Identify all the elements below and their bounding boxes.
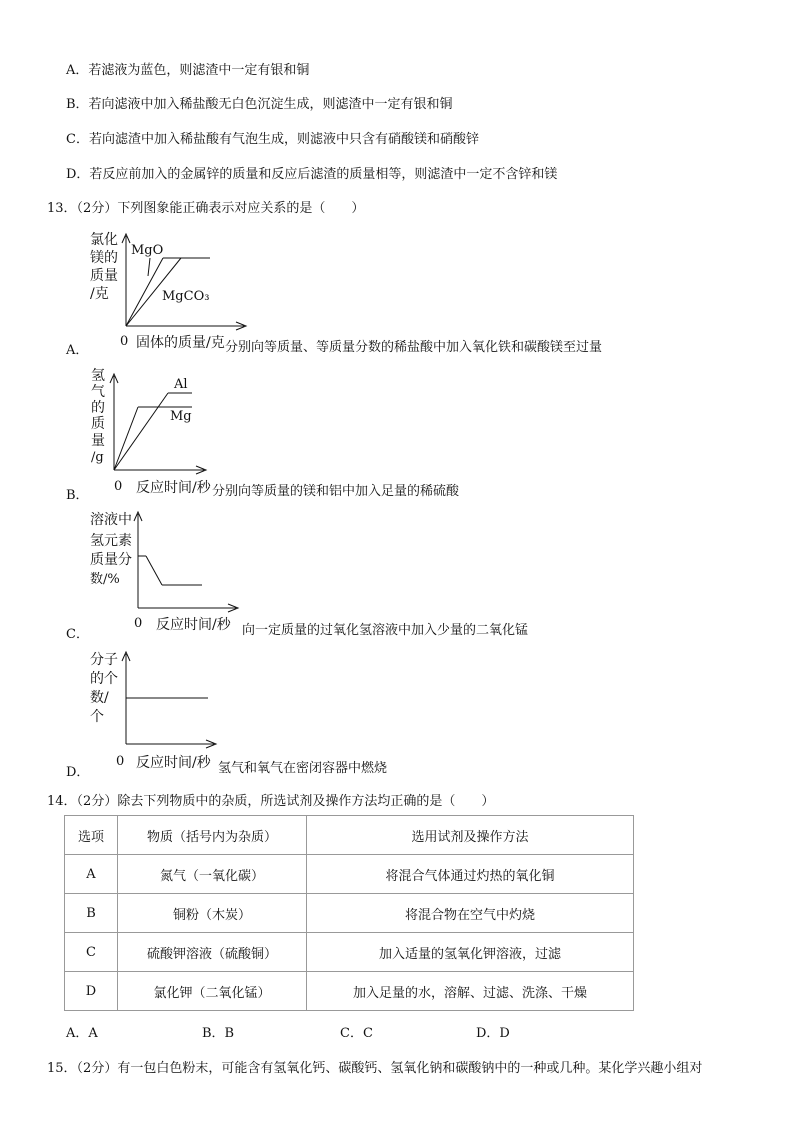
graph-b-origin: 0: [114, 479, 123, 494]
graph-a-label-mgo: MgO: [131, 243, 164, 258]
graph-b-ylabel-6: /g: [91, 450, 104, 465]
q14-header-option: 选项: [65, 816, 118, 855]
graph-d-ylabel-2: 的个: [90, 671, 118, 687]
q13-stem: 13．（2分）下列图象能正确表示对应关系的是（ ）: [47, 201, 365, 216]
table-row: [65, 972, 634, 1011]
graph-b-label-mg: Mg: [170, 409, 192, 424]
q14-header-substance: 物质（括号内为杂质）: [118, 816, 307, 855]
q14-answer-d: D．D: [476, 1026, 510, 1041]
q14-cell-option: B: [65, 894, 118, 933]
graph-c-ylabel-2: 氢元素: [90, 533, 132, 549]
graph-c-letter: C．: [66, 627, 89, 642]
graph-b-ylabel-5: 量: [91, 433, 105, 449]
graph-d-caption: 氢气和氧气在密闭容器中燃烧: [218, 761, 388, 776]
graph-d: [86, 648, 646, 780]
q14-cell-option: A: [65, 855, 118, 894]
graph-d-ylabel-4: 个: [90, 709, 104, 725]
q14-cell-substance: 氯化钾（二氧化锰）: [118, 972, 307, 1011]
graph-b-ylabel-4: 质: [91, 416, 105, 432]
graph-d-xlabel: 反应时间/秒: [136, 755, 211, 771]
graph-a-ylabel-3: 质量: [90, 268, 118, 284]
table-row: [65, 933, 634, 972]
graph-c-ylabel-3: 质量分: [90, 552, 132, 568]
graph-b-ylabel-3: 的: [91, 400, 105, 416]
graph-a-xlabel: 固体的质量/克: [136, 335, 225, 351]
q14-cell-method: 将混合气体通过灼热的氧化铜: [307, 855, 634, 894]
graph-d-letter: D．: [66, 765, 90, 780]
graph-b-letter: B．: [66, 488, 89, 503]
graph-b-ylabel-1: 氢: [91, 368, 105, 384]
graph-b-caption: 分别向等质量的镁和铝中加入足量的稀硫酸: [212, 484, 460, 498]
graph-c-origin: 0: [134, 616, 143, 631]
q14-cell-substance: 铜粉（木炭）: [118, 894, 307, 933]
graph-a-ylabel-4: /克: [90, 286, 109, 302]
q12-option-c: C．若向滤渣中加入稀盐酸有气泡生成，则滤液中只含有硝酸镁和硝酸锌: [66, 132, 479, 147]
q14-answer-b: B．B: [202, 1026, 235, 1041]
graph-b-line-mg: [114, 407, 138, 470]
graph-d-ylabel-1: 分子: [90, 652, 118, 668]
graph-b-xlabel: 反应时间/秒: [136, 480, 211, 496]
graph-a-ylabel-1: 氯化: [90, 232, 118, 248]
graph-b-axes: [110, 374, 206, 474]
q14-cell-method: 将混合物在空气中灼烧: [307, 894, 634, 933]
graph-a-origin: 0: [120, 334, 129, 349]
q14-cell-method: 加入适量的氢氧化钾溶液，过滤: [307, 933, 634, 972]
graph-c-ylabel-1: 溶液中: [90, 512, 132, 528]
q14-header-method: 选用试剂及操作方法: [307, 816, 634, 855]
graph-a-pointer: [148, 258, 150, 276]
graph-a-letter: A．: [66, 343, 89, 358]
q14-cell-option: D: [65, 972, 118, 1011]
graph-c-line-rise: [146, 556, 162, 585]
q14-stem: 14．（2分）除去下列物质中的杂质，所选试剂及操作方法均正确的是（ ）: [47, 794, 495, 809]
q14-answer-choices: [0, 1022, 794, 1042]
graph-a-ylabel-2: 镁的: [90, 250, 118, 266]
graph-a-caption: 分别向等质量、等质量分数的稀盐酸中加入氧化铁和碳酸镁至过量: [225, 340, 603, 354]
graph-a-label-mgco3: MgCO₃: [162, 289, 210, 304]
graph-c-caption: 向一定质量的过氧化氢溶液中加入少量的二氧化锰: [242, 623, 529, 638]
graph-c-xlabel: 反应时间/秒: [156, 617, 231, 633]
graph-b-label-al: Al: [174, 377, 188, 392]
table-row: [65, 894, 634, 933]
graph-c-ylabel-4: 数/%: [90, 572, 120, 587]
q14-cell-substance: 氮气（一氧化碳）: [118, 855, 307, 894]
graph-c: [86, 508, 646, 638]
q12-option-d: D．若反应前加入的金属锌的质量和反应后滤渣的质量相等，则滤渣中一定不含锌和镁: [66, 167, 558, 182]
q14-cell-substance: 硫酸钾溶液（硫酸铜）: [118, 933, 307, 972]
graph-b-ylabel-2: 气: [91, 384, 105, 400]
graph-d-origin: 0: [116, 754, 125, 769]
q14-table: [64, 815, 634, 1011]
q14-cell-method: 加入足量的水，溶解、过滤、洗涤、干燥: [307, 972, 634, 1011]
q15-stem: 15．（2分）有一包白色粉末，可能含有氢氧化钙、碳酸钙、氢氧化钠和碳酸钠中的一种或几种。某化学兴趣小组对: [47, 1061, 703, 1076]
table-row: [65, 855, 634, 894]
q12-option-a: A．若滤液为蓝色，则滤渣中一定有银和铜: [66, 63, 310, 78]
graph-d-ylabel-3: 数/: [90, 690, 109, 706]
graph-a-line-mgo: [126, 258, 163, 326]
q14-cell-option: C: [65, 933, 118, 972]
q14-answer-a: A．A: [66, 1026, 98, 1041]
graph-d-axes: [122, 652, 216, 748]
q12-option-b: B．若向滤液中加入稀盐酸无白色沉淀生成，则滤渣中一定有银和铜: [66, 97, 453, 112]
graph-a: [86, 228, 646, 354]
graph-b: [86, 364, 646, 498]
graph-b-line-al: [114, 393, 168, 470]
q14-answer-c: C．C: [340, 1026, 373, 1041]
q14-table-header-row: [65, 816, 634, 855]
